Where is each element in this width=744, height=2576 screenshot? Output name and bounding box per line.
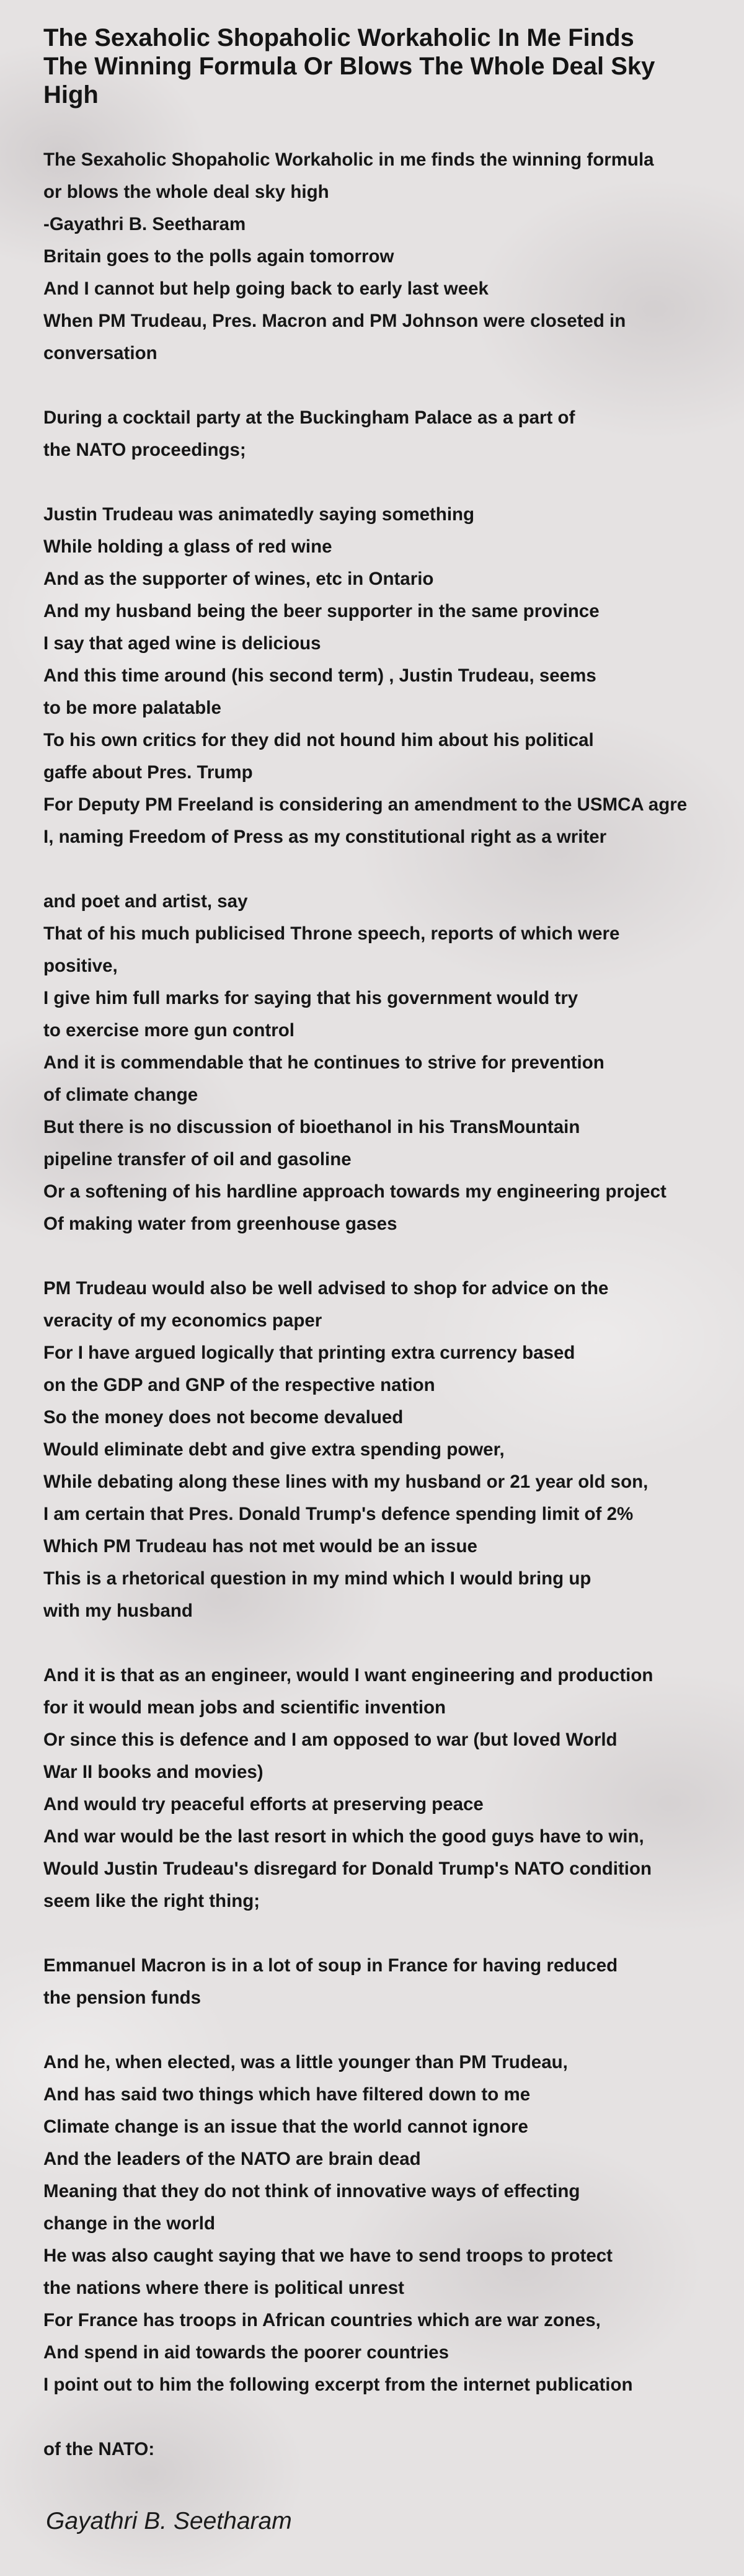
poem-line: And I cannot but help going back to early last week [43, 278, 489, 299]
poem-line: the pension funds [43, 1988, 202, 2008]
poem-line: Meaning that they do not think of innovative ways of effecting [43, 2181, 580, 2201]
poem-line: During a cocktail party at the Buckingham Palace as a part of [43, 407, 575, 428]
poem-line: I give him full marks for saying that his government would try [43, 988, 578, 1008]
poem-line: And would try peaceful efforts at preserving peace [43, 1794, 484, 1814]
poem-line: Justin Trudeau was animatedly saying something [43, 504, 475, 525]
poem-line: So the money does not become devalued [43, 1407, 404, 1428]
poem-line: PM Trudeau would also be well advised to shop for advice on the [43, 1278, 609, 1299]
poem-line: While debating along these lines with my husband or 21 year old son, [43, 1472, 649, 1492]
poem-line: and poet and artist, say [43, 891, 248, 912]
poem-line: For I have argued logically that printing extra currency based [43, 1343, 575, 1363]
poem-line: Or since this is defence and I am opposed to war (but loved World [43, 1730, 618, 1750]
poem-line: And the leaders of the NATO are brain dead [43, 2149, 421, 2169]
poem-line: -Gayathri B. Seetharam [43, 214, 246, 234]
poem-line: I point out to him the following excerpt from the internet publication [43, 2374, 633, 2395]
poem-line: That of his much publicised Throne speech, reports of which were [43, 923, 620, 944]
poem-line: Climate change is an issue that the world cannot ignore [43, 2116, 528, 2137]
poem-line: of climate change [43, 1085, 198, 1105]
poem-line: with my husband [43, 1601, 193, 1621]
stanza-break [43, 1627, 744, 1659]
stanza-break [43, 1240, 744, 1272]
poem-line: of the NATO: [43, 2439, 155, 2459]
poem-line: And he, when elected, was a little younger than PM Trudeau, [43, 2052, 568, 2072]
poem-line: on the GDP and GNP of the respective nation [43, 1375, 435, 1395]
poem-line: gaffe about Pres. Trump [43, 762, 253, 783]
poem-line: For France has troops in African countries which are war zones, [43, 2310, 601, 2330]
stanza-break [43, 2401, 744, 2433]
poem-line: He was also caught saying that we have to send troops to protect [43, 2245, 613, 2266]
poem-line: To his own critics for they did not hound him about his political [43, 730, 594, 750]
poem-line: positive, [43, 956, 118, 976]
poem-line: or blows the whole deal sky high [43, 182, 329, 202]
stanza-break [43, 853, 744, 886]
stanza-break [43, 2014, 744, 2046]
poem-line: But there is no discussion of bioethanol in his TransMountain [43, 1117, 580, 1137]
author-signature: Gayathri B. Seetharam [46, 2508, 292, 2534]
poem-line: And as the supporter of wines, etc in Ontario [43, 569, 434, 589]
poem-line: Britain goes to the polls again tomorrow [43, 246, 394, 267]
poem-line: conversation [43, 343, 157, 363]
stanza-break [43, 466, 744, 499]
poem-line: the nations where there is political unrest [43, 2278, 404, 2298]
poem-line: to exercise more gun control [43, 1020, 294, 1041]
poem-line: Would eliminate debt and give extra spending power, [43, 1439, 505, 1460]
poem-line: Which PM Trudeau has not met would be an issue [43, 1536, 477, 1557]
poem-line: War II books and movies) [43, 1762, 264, 1782]
poem-line: I am certain that Pres. Donald Trump's defence spending limit of 2% [43, 1504, 634, 1524]
poem-line: change in the world [43, 2213, 215, 2234]
poem-line: veracity of my economics paper [43, 1310, 322, 1331]
poem-line: to be more palatable [43, 698, 221, 718]
poem-line: Or a softening of his hardline approach towards my engineering project [43, 1181, 666, 1202]
poem-line: The Sexaholic Shopaholic Workaholic in me finds the winning formula [43, 149, 654, 170]
poem-line: When PM Trudeau, Pres. Macron and PM Johnson were closeted in [43, 311, 626, 331]
poem-line: For Deputy PM Freeland is considering an amendment to the USMCA agre [43, 794, 688, 815]
poem-line: the NATO proceedings; [43, 440, 246, 460]
poem-body [43, 144, 744, 2466]
poem-line: I say that aged wine is delicious [43, 633, 321, 654]
stanza-break [43, 370, 744, 402]
poem-line: And spend in aid towards the poorer countries [43, 2342, 449, 2363]
poem-line: Of making water from greenhouse gases [43, 1214, 397, 1234]
poem-line: seem like the right thing; [43, 1891, 260, 1911]
poem-line: And has said two things which have filtered down to me [43, 2084, 531, 2105]
stanza-break [43, 1917, 744, 1950]
poem-line: And this time around (his second term) , Justin Trudeau, seems [43, 665, 596, 686]
poem-title: The Sexaholic Shopaholic Workaholic In Me Finds The Winning Formula Or Blows The Whole Deal Sky High [43, 24, 655, 109]
poem-line: And it is that as an engineer, would I want engineering and production [43, 1665, 653, 1686]
poem-line: Emmanuel Macron is in a lot of soup in France for having reduced [43, 1955, 618, 1976]
poem-line: for it would mean jobs and scientific invention [43, 1697, 446, 1718]
poem-line: And war would be the last resort in which the good guys have to win, [43, 1826, 644, 1847]
poem-line: And it is commendable that he continues to strive for prevention [43, 1052, 604, 1073]
poem-line: This is a rhetorical question in my mind which I would bring up [43, 1568, 591, 1589]
poem-line: Would Justin Trudeau's disregard for Donald Trump's NATO condition [43, 1859, 652, 1879]
poem-page [43, 24, 744, 2466]
poem-line: I, naming Freedom of Press as my constitutional right as a writer [43, 827, 607, 847]
poem-line: pipeline transfer of oil and gasoline [43, 1149, 352, 1170]
poem-line: And my husband being the beer supporter in the same province [43, 601, 600, 621]
poem-line: While holding a glass of red wine [43, 536, 332, 557]
